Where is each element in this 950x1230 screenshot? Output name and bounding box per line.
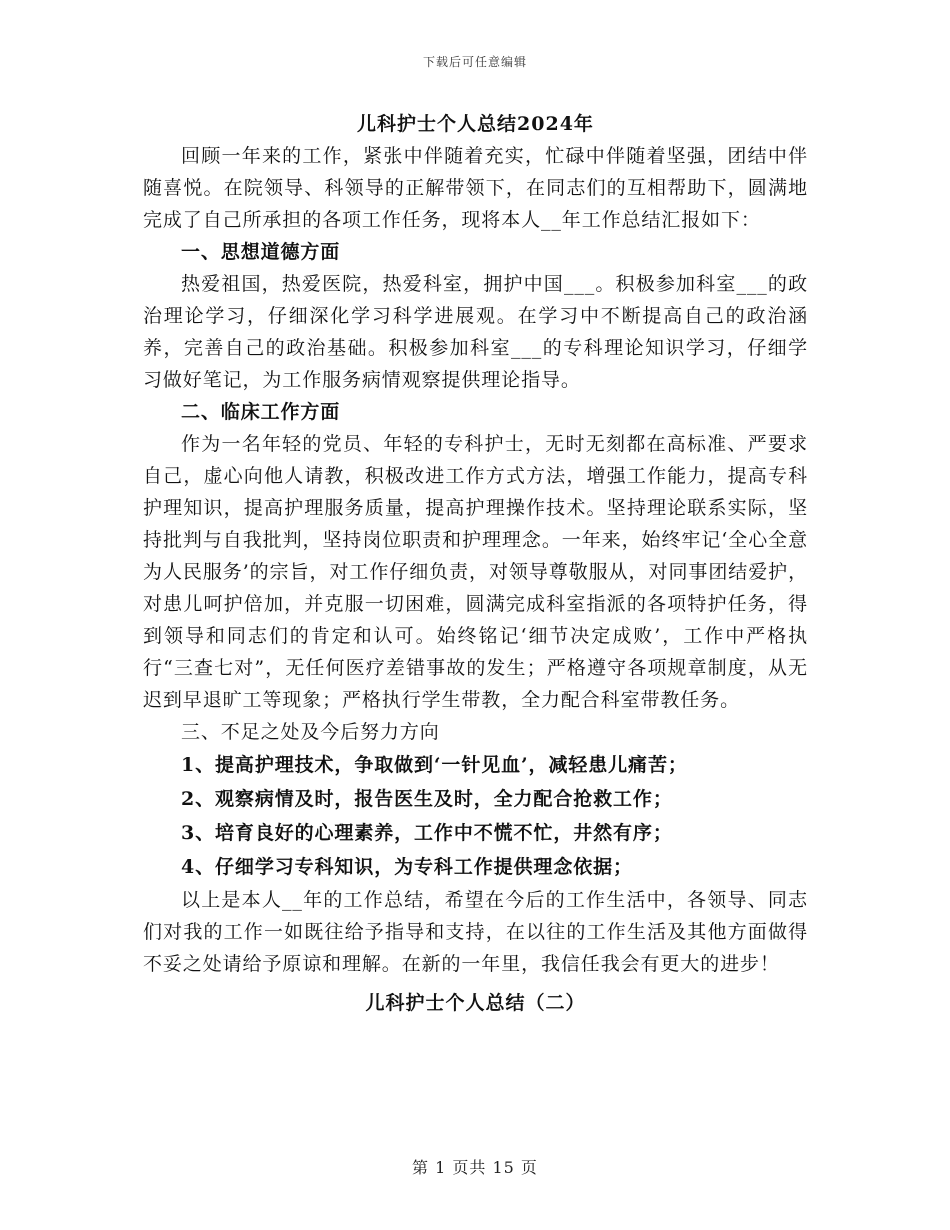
page-number-footer: 第 1 页共 15 页 bbox=[412, 1158, 538, 1177]
section-heading-clinical: 二、临床工作方面 bbox=[181, 401, 341, 423]
section-paragraph-clinical: 作为一名年轻的党员、年轻的专科护士，无时无刻都在高标准、严要求自己，虚心向他人请教，积极改进工作方式方法，增强工作能力，提高专科护理知识，提高护理服务质量，提高护理操作技术。坚持理论联系实际，坚持批判与自我批判，坚持岗位职责和护理理念。一年来，始终牢记‘全心全意为人民服务’的宗旨，对工作仔细负责，对领导尊敬服从，对同事团结爱护，对患儿呵护倍加，并克服一切困难，圆满完成科室指派的各项特护任务，得到领导和同志们的肯定和认可。始终铭记‘细节决定成败’，工作中严格执行“三查七对”，无任何医疗差错事故的发生；严格遵守各项规章制度，从无迟到早退旷工等现象；严格执行学生带教，全力配合科室带教任务。 bbox=[143, 433, 808, 711]
document-body bbox=[143, 108, 808, 1020]
section-heading-ideology: 一、思想道德方面 bbox=[181, 241, 341, 263]
improvement-item: 4、仔细学习专科知识，为专科工作提供理念依据； bbox=[181, 856, 633, 878]
document-title: 儿科护士个人总结2024年 bbox=[357, 113, 594, 135]
improvement-item: 3、培育良好的心理素养，工作中不慌不忙，井然有序； bbox=[181, 822, 673, 844]
section-heading-improvement: 三、不足之处及今后努力方向 bbox=[181, 721, 440, 743]
closing-paragraph: 以上是本人__年的工作总结，希望在今后的工作生活中，各领导、同志们对我的工作一如既往给予指导和支持，在以往的工作生活及其他方面做得不妥之处请给予原谅和理解。在新的一年里，我信任我会有更大的进步！ bbox=[143, 889, 808, 975]
improvement-item: 1、提高护理技术，争取做到‘一针见血’，减轻患儿痛苦； bbox=[181, 754, 688, 776]
improvement-item: 2、观察病情及时，报告医生及时，全力配合抢救工作； bbox=[181, 788, 673, 810]
second-document-title: 儿科护士个人总结（二） bbox=[365, 992, 586, 1014]
intro-paragraph: 回顾一年来的工作，紧张中伴随着充实，忙碌中伴随着坚强，团结中伴随喜悦。在院领导、科领导的正解带领下，在同志们的互相帮助下，圆满地完成了自己所承担的各项工作任务，现将本人__年工作总结汇报如下： bbox=[143, 145, 808, 231]
section-paragraph-ideology: 热爱祖国，热爱医院，热爱科室，拥护中国___。积极参加科室___的政治理论学习，仔细深化学习科学进展观。在学习中不断提高自己的政治涵养，完善自己的政治基础。积极参加科室___的专科理论知识学习，仔细学习做好笔记，为工作服务病情观察提供理论指导。 bbox=[143, 273, 808, 391]
page-header: 下载后可任意编辑 bbox=[422, 55, 527, 69]
